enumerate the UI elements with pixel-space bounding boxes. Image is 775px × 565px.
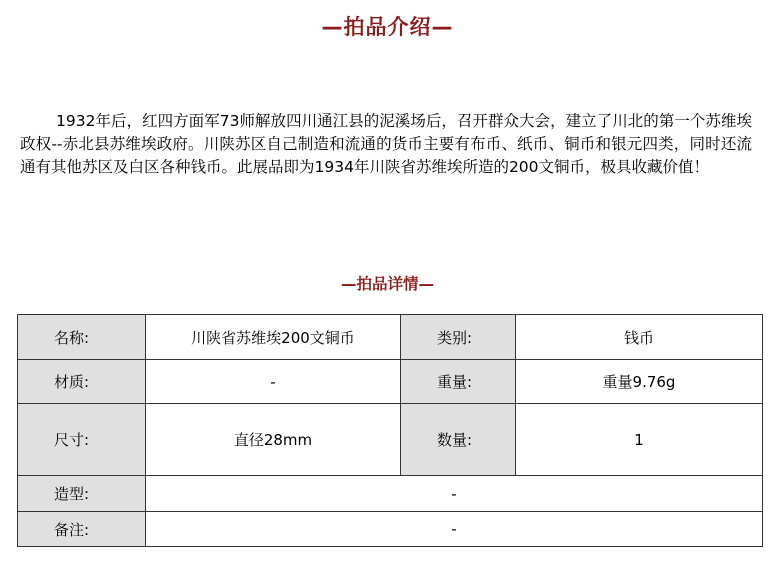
shape-value: -	[146, 476, 763, 512]
quantity-label: 数量:	[401, 404, 516, 476]
details-table	[17, 314, 763, 547]
intro-heading: —拍品介绍—	[321, 15, 454, 39]
table-row	[18, 404, 763, 476]
table-row	[18, 476, 763, 512]
category-value: 钱币	[516, 315, 763, 360]
material-value: -	[146, 360, 401, 404]
weight-value: 重量9.76g	[516, 360, 763, 404]
weight-label: 重量:	[401, 360, 516, 404]
table-row	[18, 512, 763, 547]
shape-label: 造型:	[18, 476, 146, 512]
notes-value: -	[146, 512, 763, 547]
size-label: 尺寸:	[18, 404, 146, 476]
material-label: 材质:	[18, 360, 146, 404]
details-heading: —拍品详情—	[340, 275, 434, 293]
category-label: 类别:	[401, 315, 516, 360]
table-row	[18, 360, 763, 404]
name-label: 名称:	[18, 315, 146, 360]
intro-paragraph: 1932年后，红四方面军73师解放四川通江县的泥溪场后，召开群众大会，建立了川北的第一个苏维埃政权--赤北县苏维埃政府。川陕苏区自己制造和流通的货币主要有布币、纸币、铜币和银元四类，同时还流通有其他苏区及白区各种钱币。此展品即为1934年川陕省苏维埃所造的200文铜币，极具收藏价值！	[20, 112, 752, 176]
name-value: 川陕省苏维埃200文铜币	[146, 315, 401, 360]
size-value: 直径28mm	[146, 404, 401, 476]
table-row	[18, 315, 763, 360]
notes-label: 备注:	[18, 512, 146, 547]
quantity-value: 1	[516, 404, 763, 476]
